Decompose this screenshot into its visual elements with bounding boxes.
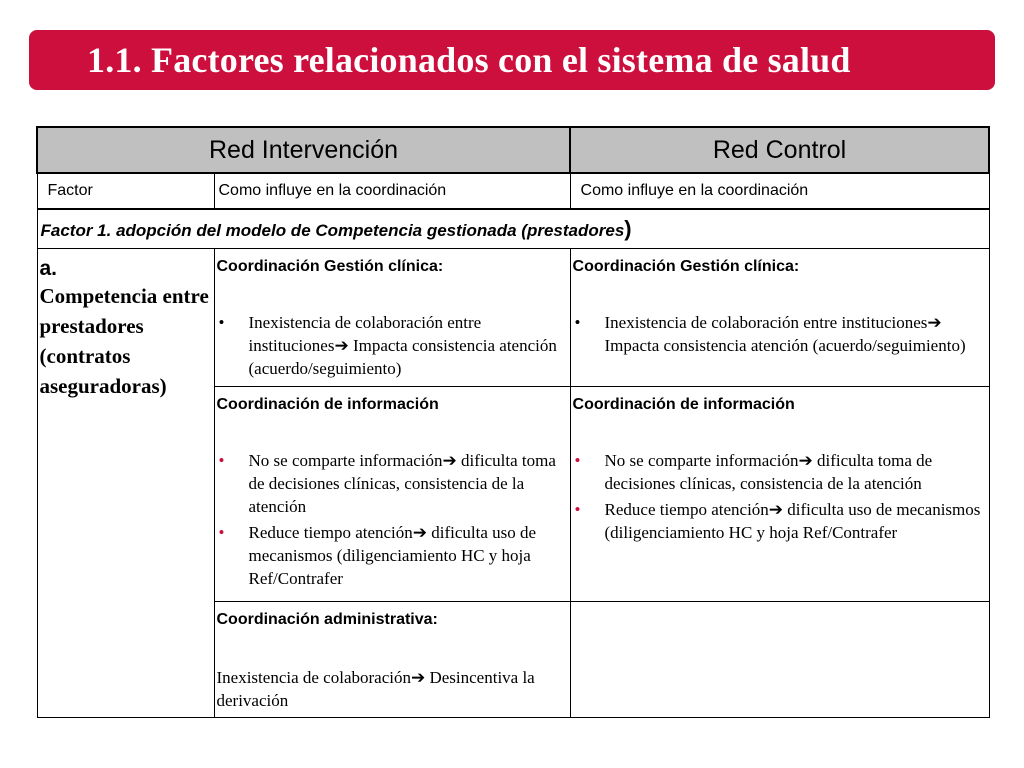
arrow-right-icon: ➔ (410, 668, 426, 687)
informacion-list-intervencion (217, 449, 564, 590)
gestion-list-intervencion (217, 311, 564, 380)
row-a-letter: a. (39, 257, 58, 280)
arrow-right-icon: ➔ (798, 451, 813, 470)
header-red-control: Red Control (570, 127, 989, 173)
arrow-right-icon: ➔ (334, 336, 349, 355)
administrativa-control-cell (570, 602, 989, 718)
list-item: • No se comparte información➔ dificulta toma de decisiones clínicas, consistencia de la atención (574, 451, 933, 493)
subheader-influye-intervencion: Como influye en la coordinación (214, 173, 570, 209)
arrow-right-icon: ➔ (442, 451, 457, 470)
informacion-list-control (573, 449, 983, 544)
row-a-description: Competencia entre prestadores (contratos aseguradoras) (39, 284, 209, 398)
page-title: 1.1. Factores relacionados con el sistema de salud (87, 40, 851, 80)
gestion-heading-intervencion: Coordinación Gestión clínica: (216, 258, 444, 275)
bullet-icon: • (574, 313, 581, 332)
gestion-intervencion-cell (214, 249, 570, 387)
administrativa-intervencion-cell (214, 602, 570, 718)
bullet-icon: • (574, 451, 581, 470)
informacion-intervencion-cell (214, 387, 570, 602)
arrow-right-icon: ➔ (412, 523, 428, 542)
bullet-icon: • (218, 313, 225, 332)
informacion-control-cell (570, 387, 989, 602)
factor-1-close-paren: ) (624, 216, 632, 241)
subheader-influye-control: Como influye en la coordinación (570, 173, 989, 209)
informacion-heading-intervencion: Coordinación de información (216, 396, 439, 413)
header-row (37, 127, 989, 173)
row-gestion-clinica (37, 249, 989, 387)
subheader-factor: Factor (37, 173, 214, 209)
row-a-cell (37, 249, 214, 718)
factor-1-label: Factor 1. adopción del modelo de Competencia gestionada (prestadores (40, 221, 625, 240)
header-red-intervencion: Red Intervención (37, 127, 570, 173)
administrativa-text: Inexistencia de colaboración➔ Desincentiva la derivación (216, 668, 535, 710)
list-item: • Inexistencia de colaboración entre instituciones➔ Impacta consistencia atención (acuerdo/seguimiento) (574, 313, 966, 355)
factor-1-row (37, 209, 989, 249)
gestion-heading-control: Coordinación Gestión clínica: (572, 258, 800, 275)
gestion-control-cell (570, 249, 989, 387)
arrow-right-icon: ➔ (768, 500, 784, 519)
bullet-icon: • (574, 500, 581, 519)
list-item: • Reduce tiempo atención➔ dificulta uso de mecanismos (diligenciamiento HC y hoja Ref/Contrafer (218, 523, 537, 588)
comparison-table (36, 126, 990, 718)
administrativa-heading: Coordinación administrativa: (216, 611, 438, 628)
subheader-row (37, 173, 989, 209)
factor-1-cell (37, 209, 989, 249)
gestion-list-control (573, 311, 983, 357)
title-bar (29, 30, 995, 90)
list-item: • Inexistencia de colaboración entre instituciones➔ Impacta consistencia atención (acuerdo/seguimiento) (218, 313, 557, 378)
informacion-heading-control: Coordinación de información (572, 396, 795, 413)
bullet-icon: • (218, 523, 225, 542)
bullet-icon: • (218, 451, 225, 470)
list-item: • No se comparte información➔ dificulta toma de decisiones clínicas, consistencia de la atención (218, 451, 556, 516)
list-item: • Reduce tiempo atención➔ dificulta uso de mecanismos (diligenciamiento HC y hoja Ref/Contrafer (574, 500, 981, 542)
arrow-right-icon: ➔ (927, 313, 942, 332)
